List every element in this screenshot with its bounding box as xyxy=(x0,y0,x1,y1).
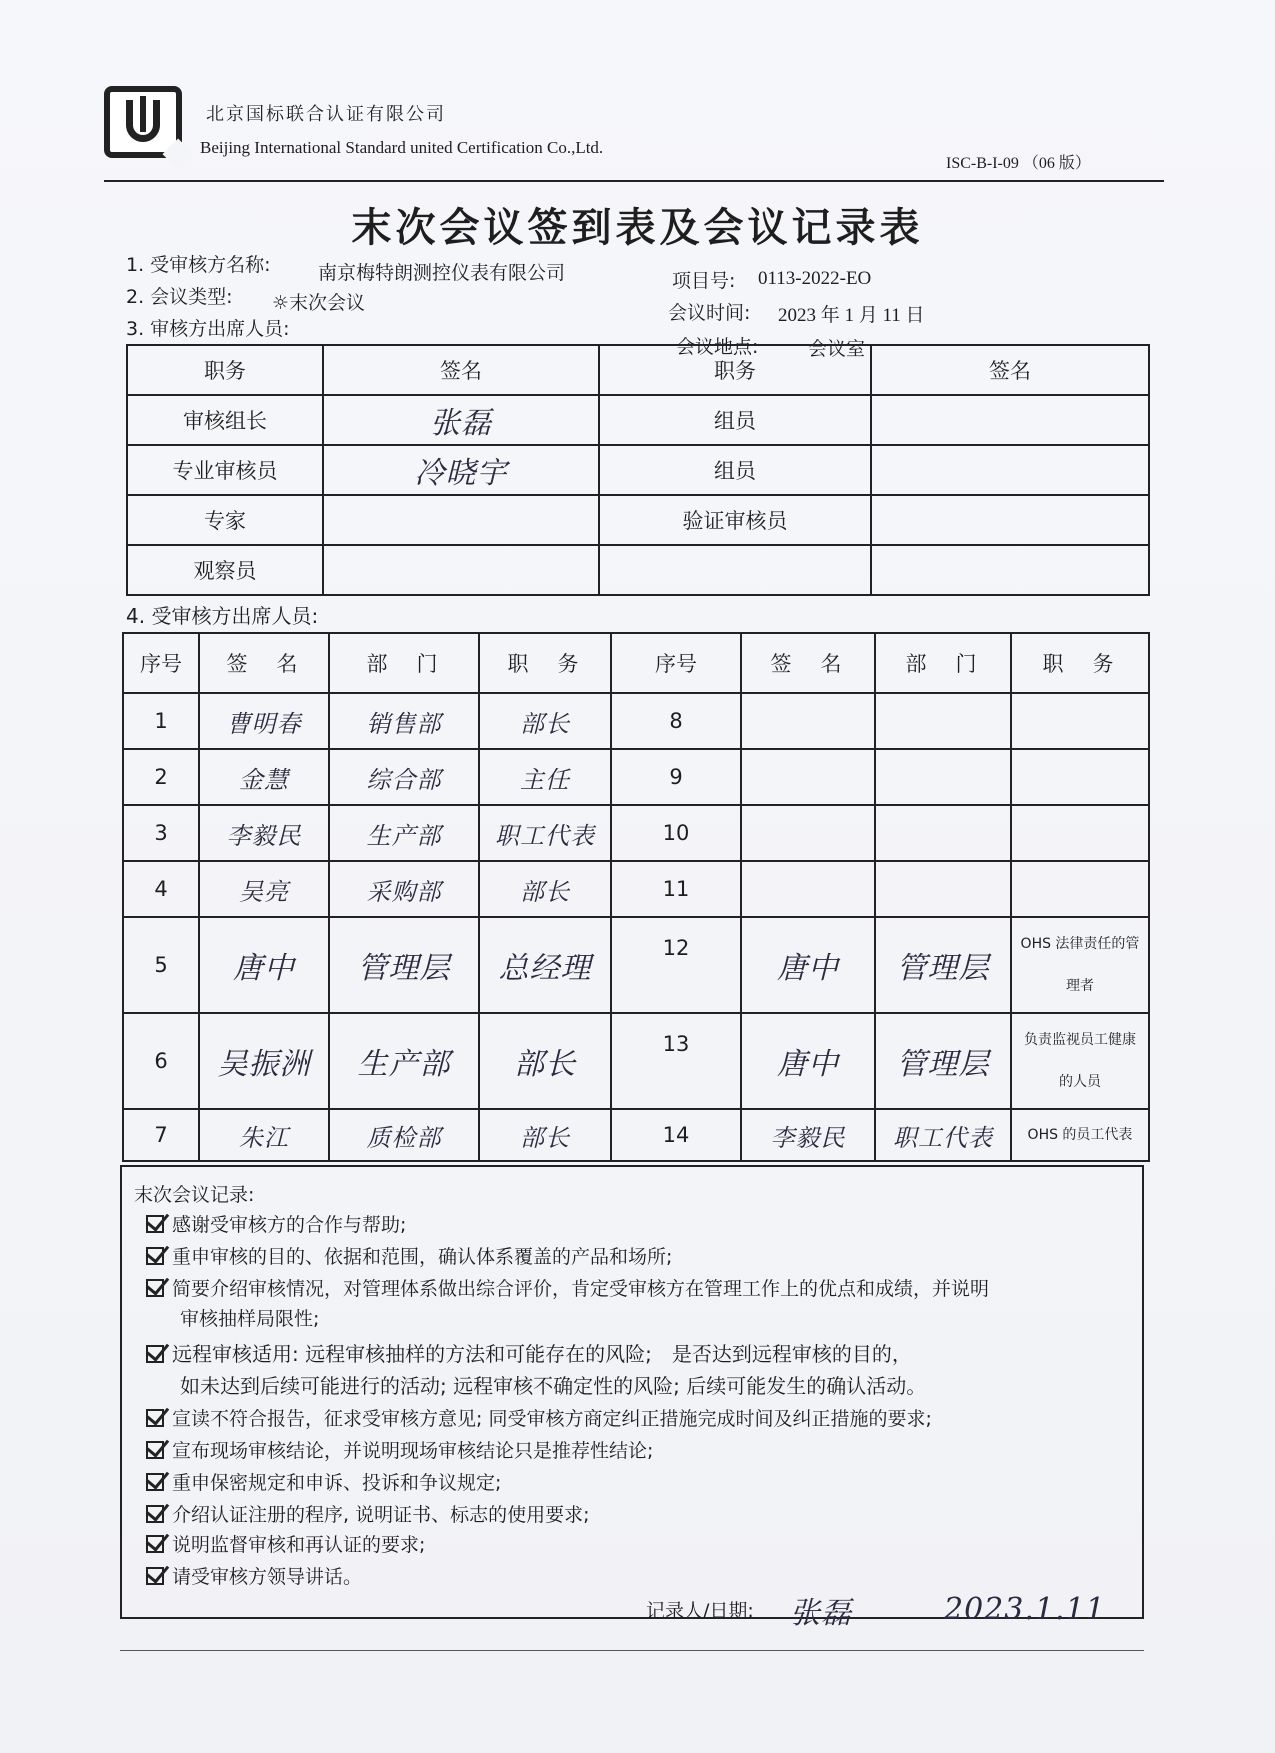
note-item xyxy=(146,1404,932,1431)
header-cell: 签 名 xyxy=(199,633,329,693)
header-cell: 签名 xyxy=(323,345,599,395)
header-cell: 职务 xyxy=(599,345,871,395)
name-signature: 唐中 xyxy=(741,1013,875,1109)
name-signature xyxy=(741,861,875,917)
name-signature: 曹明春 xyxy=(199,693,329,749)
note-text: 宣读不符合报告，征求受审核方意见; 同受审核方商定纠正措施完成时间及纠正措施的要求; xyxy=(172,1408,932,1430)
signature-cell: 张磊 xyxy=(323,395,599,445)
name-signature: 李毅民 xyxy=(199,805,329,861)
header-cell: 序号 xyxy=(123,633,199,693)
department: 管理层 xyxy=(875,917,1011,1013)
meeting-time-label: 会议时间: xyxy=(668,302,751,324)
audit-team-table xyxy=(126,344,1150,596)
note-item xyxy=(146,1500,589,1527)
position xyxy=(1011,805,1149,861)
name-signature: 朱江 xyxy=(199,1109,329,1161)
row-number: 8 xyxy=(611,693,741,749)
checkbox-checked-icon xyxy=(146,1247,164,1265)
checkbox-checked-icon xyxy=(146,1279,164,1297)
position xyxy=(1011,861,1149,917)
note-item xyxy=(146,1242,672,1269)
position: 部长 xyxy=(479,1109,611,1161)
table-row xyxy=(123,861,1149,917)
position: 主任 xyxy=(479,749,611,805)
header-cell: 职 务 xyxy=(1011,633,1149,693)
table-row xyxy=(123,1013,1149,1109)
signature-cell xyxy=(871,395,1149,445)
table-row xyxy=(123,749,1149,805)
role-cell: 组员 xyxy=(599,445,871,495)
department: 管理层 xyxy=(875,1013,1011,1109)
note-text: 远程审核适用: 远程审核抽样的方法和可能存在的风险; 是否达到远程审核的目的， xyxy=(172,1342,912,1366)
name-signature xyxy=(741,805,875,861)
name-signature: 吴振洲 xyxy=(199,1013,329,1109)
department: 管理层 xyxy=(329,917,479,1013)
department: 综合部 xyxy=(329,749,479,805)
department xyxy=(875,693,1011,749)
checkbox-checked-icon xyxy=(146,1473,164,1491)
note-item xyxy=(146,1274,989,1301)
location-value: 会议室 xyxy=(808,338,866,360)
location-label: 会议地点: xyxy=(676,336,759,358)
role-cell xyxy=(599,545,871,595)
recorder-label: 记录人/日期: xyxy=(646,1600,754,1622)
role-cell: 审核组长 xyxy=(127,395,323,445)
meeting-type-value: ☼末次会议 xyxy=(272,292,366,314)
row-number: 2 xyxy=(123,749,199,805)
name-signature: 唐中 xyxy=(199,917,329,1013)
department: 质检部 xyxy=(329,1109,479,1161)
note-item xyxy=(146,1210,406,1237)
table-row xyxy=(123,693,1149,749)
table-row xyxy=(123,805,1149,861)
project-value: 0113-2022-EO xyxy=(758,268,872,289)
note-item-continued: 审核抽样局限性; xyxy=(180,1308,320,1330)
row-number: 9 xyxy=(611,749,741,805)
form-code: ISC-B-I-09 （06 版） xyxy=(946,155,1091,172)
department: 采购部 xyxy=(329,861,479,917)
checkbox-checked-icon xyxy=(146,1505,164,1523)
note-item xyxy=(146,1338,912,1367)
department xyxy=(875,861,1011,917)
notes-title: 末次会议记录: xyxy=(134,1184,255,1206)
row-number: 7 xyxy=(123,1109,199,1161)
recorder-signature: 张磊 xyxy=(790,1596,852,1631)
note-text: 感谢受审核方的合作与帮助; xyxy=(172,1214,407,1236)
note-item xyxy=(146,1530,425,1557)
signature-cell xyxy=(871,545,1149,595)
name-signature xyxy=(741,693,875,749)
role-cell: 专家 xyxy=(127,495,323,545)
header-cell: 职务 xyxy=(127,345,323,395)
position: 部长 xyxy=(479,1013,611,1109)
role-cell: 观察员 xyxy=(127,545,323,595)
name-signature: 李毅民 xyxy=(741,1109,875,1161)
header-cell: 部 门 xyxy=(875,633,1011,693)
position: 负责监视员工健康的人员 xyxy=(1011,1013,1149,1109)
auditee-value: 南京梅特朗测控仪表有限公司 xyxy=(318,262,566,284)
auditee-section-label: 4. 受审核方出席人员: xyxy=(126,604,319,628)
checkbox-checked-icon xyxy=(146,1215,164,1233)
note-text: 简要介绍审核情况，对管理体系做出综合评价，肯定受审核方在管理工作上的优点和成绩，并说明 xyxy=(172,1278,990,1300)
header-divider xyxy=(104,180,1164,182)
row-number: 10 xyxy=(611,805,741,861)
project-label: 项目号: xyxy=(672,270,736,292)
table-row xyxy=(123,917,1149,1013)
checkbox-checked-icon xyxy=(146,1567,164,1585)
name-signature xyxy=(741,749,875,805)
position: 总经理 xyxy=(479,917,611,1013)
row-number: 12 xyxy=(611,917,741,1013)
role-cell: 组员 xyxy=(599,395,871,445)
attendee-table xyxy=(122,632,1150,1162)
header-cell: 职 务 xyxy=(479,633,611,693)
note-item xyxy=(146,1468,501,1495)
department: 职工代表 xyxy=(875,1109,1011,1161)
isc-logo-icon xyxy=(104,86,182,158)
note-item xyxy=(146,1436,653,1463)
department: 销售部 xyxy=(329,693,479,749)
department: 生产部 xyxy=(329,805,479,861)
role-cell: 验证审核员 xyxy=(599,495,871,545)
header-cell: 签名 xyxy=(871,345,1149,395)
name-signature: 唐中 xyxy=(741,917,875,1013)
position xyxy=(1011,749,1149,805)
header-cell: 序号 xyxy=(611,633,741,693)
note-text: 重申保密规定和申诉、投诉和争议规定; xyxy=(172,1472,502,1494)
company-name-en: Beijing International Standard united Certification Co.,Ltd. xyxy=(200,138,604,157)
note-text: 介绍认证注册的程序, 说明证书、标志的使用要求; xyxy=(172,1504,590,1526)
position: 部长 xyxy=(479,693,611,749)
meeting-time-value: 2023 年 1 月 11 日 xyxy=(778,305,925,326)
name-signature: 吴亮 xyxy=(199,861,329,917)
checkbox-checked-icon xyxy=(146,1409,164,1427)
position xyxy=(1011,693,1149,749)
note-item-continued: 如未达到后续可能进行的活动; 远程审核不确定性的风险; 后续可能发生的确认活动。 xyxy=(180,1374,927,1398)
header-cell: 签 名 xyxy=(741,633,875,693)
checkbox-checked-icon xyxy=(146,1345,164,1363)
name-signature: 金慧 xyxy=(199,749,329,805)
department xyxy=(875,805,1011,861)
page-title: 末次会议签到表及会议记录表 xyxy=(351,205,924,251)
signature-cell xyxy=(871,495,1149,545)
row-number: 4 xyxy=(123,861,199,917)
audit-team-label: 3. 审核方出席人员: xyxy=(126,318,290,340)
note-text: 说明监督审核和再认证的要求; xyxy=(172,1534,426,1556)
department: 生产部 xyxy=(329,1013,479,1109)
row-number: 13 xyxy=(611,1013,741,1109)
meeting-type-label: 2. 会议类型: xyxy=(126,286,233,308)
checkbox-checked-icon xyxy=(146,1441,164,1459)
department xyxy=(875,749,1011,805)
footer-divider xyxy=(120,1650,1144,1651)
position: OHS 的员工代表 xyxy=(1011,1109,1149,1161)
note-text: 重申审核的目的、依据和范围，确认体系覆盖的产品和场所; xyxy=(172,1246,673,1268)
row-number: 14 xyxy=(611,1109,741,1161)
company-name-cn: 北京国标联合认证有限公司 xyxy=(206,104,446,125)
row-number: 1 xyxy=(123,693,199,749)
signature-cell xyxy=(871,445,1149,495)
auditee-label: 1. 受审核方名称: xyxy=(126,254,271,276)
note-item xyxy=(146,1562,362,1589)
signature-cell xyxy=(323,495,599,545)
position: 部长 xyxy=(479,861,611,917)
checkbox-checked-icon xyxy=(146,1535,164,1553)
row-number: 6 xyxy=(123,1013,199,1109)
table-row xyxy=(123,1109,1149,1161)
position: 职工代表 xyxy=(479,805,611,861)
row-number: 3 xyxy=(123,805,199,861)
recorder-date: 2023.1.11 xyxy=(944,1592,1106,1627)
row-number: 11 xyxy=(611,861,741,917)
row-number: 5 xyxy=(123,917,199,1013)
header-cell: 部 门 xyxy=(329,633,479,693)
role-cell: 专业审核员 xyxy=(127,445,323,495)
signature-cell: 冷晓宇 xyxy=(323,445,599,495)
position: OHS 法律责任的管理者 xyxy=(1011,917,1149,1013)
signature-cell xyxy=(323,545,599,595)
note-text: 请受审核方领导讲话。 xyxy=(172,1566,363,1588)
note-text: 宣布现场审核结论，并说明现场审核结论只是推荐性结论; xyxy=(172,1440,654,1462)
